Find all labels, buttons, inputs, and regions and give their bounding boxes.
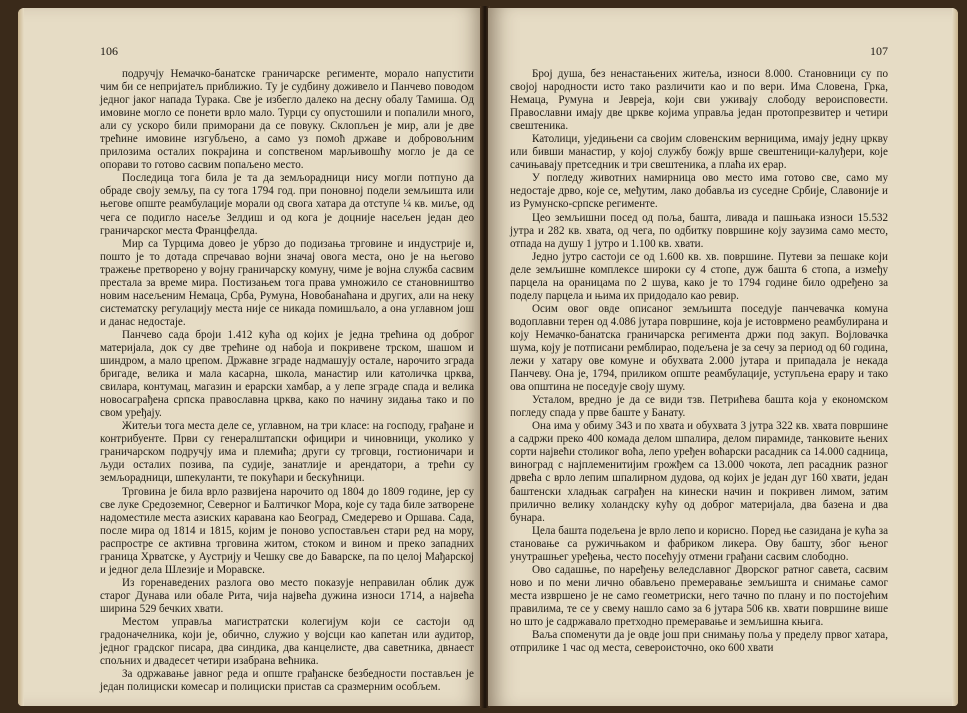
- paragraph: Цела башта подељена је врло лепо и корисно. Поред ње сазидана је кућа за становање са ружичњаком и фабриком ликера. Ову башту, због њеног унутрашњег уређења, често посећују отмени грађани сасвим слободно.: [510, 524, 888, 563]
- page-edge: [952, 8, 958, 706]
- paragraph: Ваља споменути да је овде још при снимању поља у пределу првог хатара, отприлике 1 час од места, североисточно, око 600 хвати: [510, 629, 888, 655]
- paragraph: Ово садашње, по наређењу веледславног Дворског ратног савета, сасвим ново и по мени лично обављено премеравање земљишта и снимање самог места извршено је не само геометриски, него тачно по плану и по постојећим правилима, те се у свему нашло само за 6 јутара 506 кв. хвати површине више но што је садржавало претходно премеравање и земљишна књига.: [510, 563, 888, 628]
- paragraph: Местом управља магистратски колегијум који се састоји од градоначелника, који је, обично, служио у војсци као капетан или аудитор, једног градског писара, два синдика, два канцелисте, два саветника, двнаест спољних и двадесет четири изабрана већника.: [100, 615, 474, 668]
- paragraph: Последица тога била је та да земљорадници нису могли потпуно да обраде своју земљу, па су тога 1794 год. при поновној подели земљишта или његове опште реамбулације морали од свога хатара да отступе ¼ кв. миље, од чега се подигло насеље Зелдиш и од кога је доцније насељен један део граничарског места Францфелда.: [100, 172, 474, 237]
- left-page: [18, 8, 484, 706]
- paragraph: Житељи тога места деле се, углавном, на три класе: на господу, грађане и контрибуенте. Први су генералштапски официри и чиновници, уколико у граничарском подручју има и племића; други су трговци, гостионичари и људи осталих позива, па судије, занатлије и арендатори, а трећи су земљорадници, шпекуланти, те покућари и бескућници.: [100, 420, 474, 485]
- paragraph: У погледу животних намирница ово место има готово све, само му недостаје дрво, које се, међутим, лако добавља из суседне Србије, Славоније и из Румунско-српске регименте.: [510, 172, 888, 211]
- paragraph: За одржавање јавног реда и опште грађанске безбедности постављен је један полициски комесар и полициски пристав са сразмерним особљем.: [100, 668, 474, 694]
- paragraph: Једно јутро састоји се од 1.600 кв. хв. површине. Путеви за пешаке који деле земљишне комплексе широки су 4 стопе, дуж башта 6 стопа, а између парцела на ораницама по 2 шува, како је то 1794 године било одређено за поделу парцела и њима их придодало као ревир.: [510, 250, 888, 302]
- paragraph: Усталом, вредно је да се види тзв. Петрићева башта која у економском погледу спада у прве баште у Банату.: [510, 394, 888, 420]
- page-body: [100, 68, 474, 694]
- paragraph: подручју Немачко-банатске граничарске регименте, морало напустити чим би се непријатељ приближио. Ту је судбину доживело и Панчево поводом једног јаког напада Турака. Све је избегло далеко на десну обалу Тамиша. Од имовине могло се понети врло мало. Турци су опустошили и попалили много, али су ускоро били приморани да се повуку. Склопљен је мир, али је две трећине имовине изгубљено, а само уз помоћ државе и добровољним прилозима осталих покрајина и сопственом марљивошћу могло је да се опорави то готово сасвим попаљено место.: [100, 68, 474, 172]
- paragraph: Трговина је била врло развијена нарочито од 1804 до 1809 године, јер су све луке Средоземног, Северног и Балтичког Мора, које су тада биле затворене надоместиле места азиских каравана као Београд, Смедерево и Оршава. Сада, после мира од 1814 и 1815, којим је поново успостављен стари ред на мору, распростре се активна трговина житом, стоком и вином и прекo западних граница Хрватске, у Аустрију и Чешку све до Баварске, па по целој Мађарској и једног дела Шлезије и Моравске.: [100, 485, 474, 576]
- paragraph: Панчево сада броји 1.412 кућа од којих је једна трећина од доброг материјала, док су две трећине од набоја и покривене трском, шашом и шиндром, а мало црепом. Државне зграде надмашују остале, нарочито зграда бригаде, велика и мала касарна, школа, манастир или католичка црква, свилара, контумац, магазин и ерарски хамбар, а у лепе зграде спада и велика новосаграђена српска православна црква, како по начину зидања тако и по свом уређају.: [100, 328, 474, 420]
- page-body: [510, 68, 888, 655]
- paragraph: Мир са Турцима довео је убрзо до подизања трговине и индустрије и, пошто је то дотада спречавао војни значај овога места, оно је на његово тражење претворено у војну граничарску комуну, чиме је војна служба сасвим престала за време мира. Постизањем тога права умножило се становништво новим насељеним Немаца, Срба, Румуна, Новобанаћана и других, али на неку систематску регулацију места није се никада помишљало, а она углавном још и данас недостаје.: [100, 237, 474, 328]
- page-number: 107: [870, 44, 888, 58]
- paragraph: Цео земљишни посед од поља, башта, ливада и пашњака износи 15.532 јутра и 282 кв. хвата, од чега, по одбитку површине коју заузима само место, отпада на душу 1 јутро и 1.100 кв. хвати.: [510, 211, 888, 250]
- paragraph: Она има у обиму 343 и по хвата и обухвата 3 јутра 322 кв. хвата површине а садржи преко 400 комада делом шпалира, делом пирамиде, танковите њених сорти највећи столиког воћа, лепо уређен воћарски расадник са 14.000 садница, виноград с најплеменитијим грожђем са 13.000 чокота, леп расадник разног дрвећа с врло лепим шпалирном дудова, од којих је један дуг 160 хвати, један баштенски хладњак сагрaђен на кинески начин и покривен лимом, затим прилично велику холандску кућу од доброг материјала, два базена и два бунара.: [510, 420, 888, 524]
- page-number: 106: [100, 44, 118, 58]
- paragraph: Осим овог овде описаног земљишта поседује панчевачка комуна водоплавни терен од 4.086 јутара површине, која је истоврмено реамбулирана и коју Немачко-банатска граничарска регимента држи под закуп. Војловачка шума, коју је потписани ремблирао, подељена је за сечу за период од 60 година, лежи у хатару ове комуне и обухвата 2.000 јутара и припадала је некада Панчеву. Она је, 1794, приликом опште реамбулације, уступљена ерару и тако ова општина не поседује своју шуму.: [510, 302, 888, 394]
- paragraph: Број душа, без ненастањених житеља, износи 8.000. Становници су по својој народности исто тако различити као и по вери. Има Словена, Грка, Немаца, Румуна и Јевреја, који сви уживају слободу вероисповести. Православни имају две цркве којима управља један протопрезвитер и четири свештеника.: [510, 68, 888, 133]
- paragraph: Из горенаведених разлога ово место показује неправилан облик дуж старог Дунава или обале Рита, чија највећа дужина износи 1714, а највећа ширина 529 бечких хвати.: [100, 576, 474, 615]
- paragraph: Католици, уједињени са својим словенским верницима, имају једну цркву или бивши манастир, у којој службу божју врше свештеници-калуђери, које сачињавају претседник и три свештеника, а плаћа их ерар.: [510, 133, 888, 172]
- page-edge: [18, 8, 24, 706]
- right-page: [488, 8, 958, 706]
